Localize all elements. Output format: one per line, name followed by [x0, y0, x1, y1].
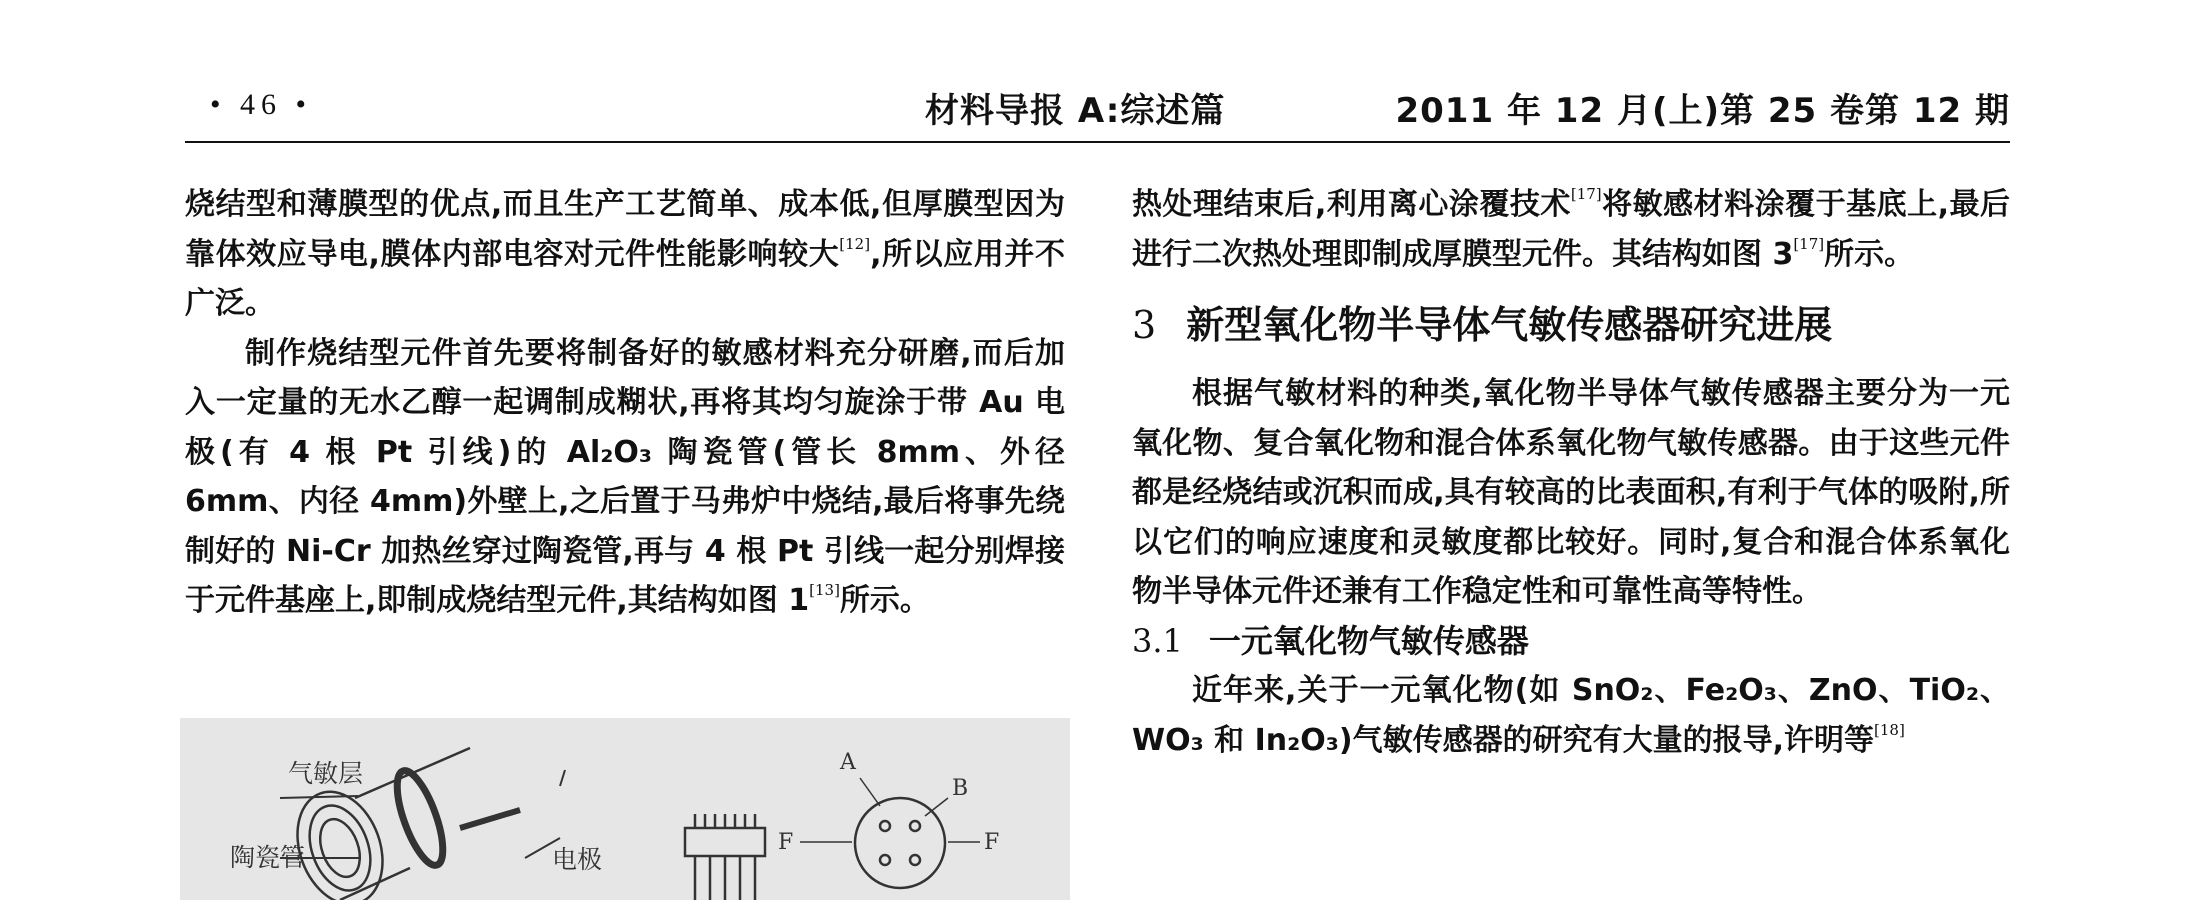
page-header — [0, 0, 2190, 145]
label-f-left: F — [778, 830, 794, 855]
tube-end-middle — [299, 797, 382, 899]
paragraph-text: ,所以应用并不广泛。 — [185, 236, 1065, 321]
header-rule — [185, 141, 2010, 143]
paragraph — [185, 180, 1065, 329]
tube-bottom-edge — [340, 868, 410, 900]
paragraph — [185, 329, 1065, 626]
journal-title: 材料导报 A:综述篇 — [925, 91, 1226, 131]
paragraph-text: 近年来,关于一元氧化物(如 SnO₂、Fe₂O₃、ZnO、TiO₂、WO₃ 和 In₂O₃)气敏传感器的研究有大量的报导,许明等 — [1132, 673, 2010, 758]
issue-info: 2011 年 12 月(上)第 25 卷第 12 期 — [1395, 91, 2010, 131]
section-number: 3 — [1132, 303, 1157, 347]
pointer-gas-layer — [560, 770, 565, 786]
base-block — [685, 828, 765, 856]
left-column — [185, 180, 1065, 626]
page-number: • 46 • — [210, 88, 313, 121]
sensor-structure-diagram — [180, 718, 1070, 900]
label-a: A — [840, 750, 856, 775]
sensor-base — [685, 814, 765, 900]
electrode-lead — [460, 810, 520, 828]
citation: [17] — [1570, 185, 1602, 203]
label-b: B — [952, 776, 969, 801]
paragraph-text: 所示。 — [1824, 236, 1915, 272]
section-heading — [1132, 301, 2010, 349]
paragraph — [1132, 180, 2010, 279]
paragraph-text: 将敏感材料涂覆于基底上,最后进行二次热处理即制成厚膜型元件。其结构如图 3 — [1132, 187, 2010, 272]
subsection-title: 一元氧化物气敏传感器 — [1208, 621, 1529, 660]
citation: [17] — [1793, 234, 1825, 253]
paragraph — [1132, 369, 2010, 617]
electrode-band — [388, 766, 452, 871]
figure-1 — [180, 718, 1070, 900]
paragraph-text: 所示。 — [839, 583, 930, 618]
pointer-gas-layer-label — [280, 796, 358, 798]
subsection-heading — [1132, 617, 2010, 667]
label-gas-layer: 气敏层 — [288, 759, 364, 788]
paragraph-text: 热处理结束后,利用离心涂覆技术 — [1132, 187, 1571, 222]
subsection-number: 3.1 — [1132, 621, 1183, 660]
citation: [13] — [809, 581, 840, 599]
base-top-pins — [695, 814, 755, 828]
right-column — [1132, 180, 2010, 765]
paragraph — [1132, 666, 2010, 765]
label-f-right: F — [984, 830, 1000, 855]
section-title: 新型氧化物半导体气敏传感器研究进展 — [1186, 303, 1833, 347]
base-bottom-pins — [695, 856, 755, 900]
label-ceramic-tube: 陶瓷管 — [230, 843, 306, 872]
citation: [18] — [1874, 720, 1905, 739]
paragraph-text: 制作烧结型元件首先要将制备好的敏感材料充分研磨,而后加入一定量的无水乙醇一起调制成糊状,再将其均匀旋涂于带 Au 电极(有 4 根 Pt 引线)的 Al₂O₃ 陶瓷管(管长 8mm、外径 6mm、内径 4mm)外壁上,之后置于马弗炉中烧结,最后将事先绕制好的 Ni-Cr 加热丝穿过陶瓷管,再与 4 根 Pt 引线一起分别焊接于元件基座上,即制成烧结型元件,其结构如图 1 — [185, 335, 1065, 618]
paragraph-text: 根据气敏材料的种类,氧化物半导体气敏传感器主要分为一元氧化物、复合氧化物和混合体系氧化物气敏传感器。由于这些元件都是经烧结或沉积而成,具有较高的比表面积,有利于气体的吸附,所以它们的响应速度和灵敏度都比较好。同时,复合和混合体系氧化物半导体元件还兼有工作稳定性和可靠性高等特性。 — [1132, 376, 2010, 609]
citation: [12] — [839, 234, 871, 253]
paragraph-text: 烧结型和薄膜型的优点,而且生产工艺简单、成本低,但厚膜型因为靠体效应导电,膜体内部电容对元件性能影响较大 — [185, 187, 1065, 272]
label-electrode: 电极 — [552, 845, 603, 874]
